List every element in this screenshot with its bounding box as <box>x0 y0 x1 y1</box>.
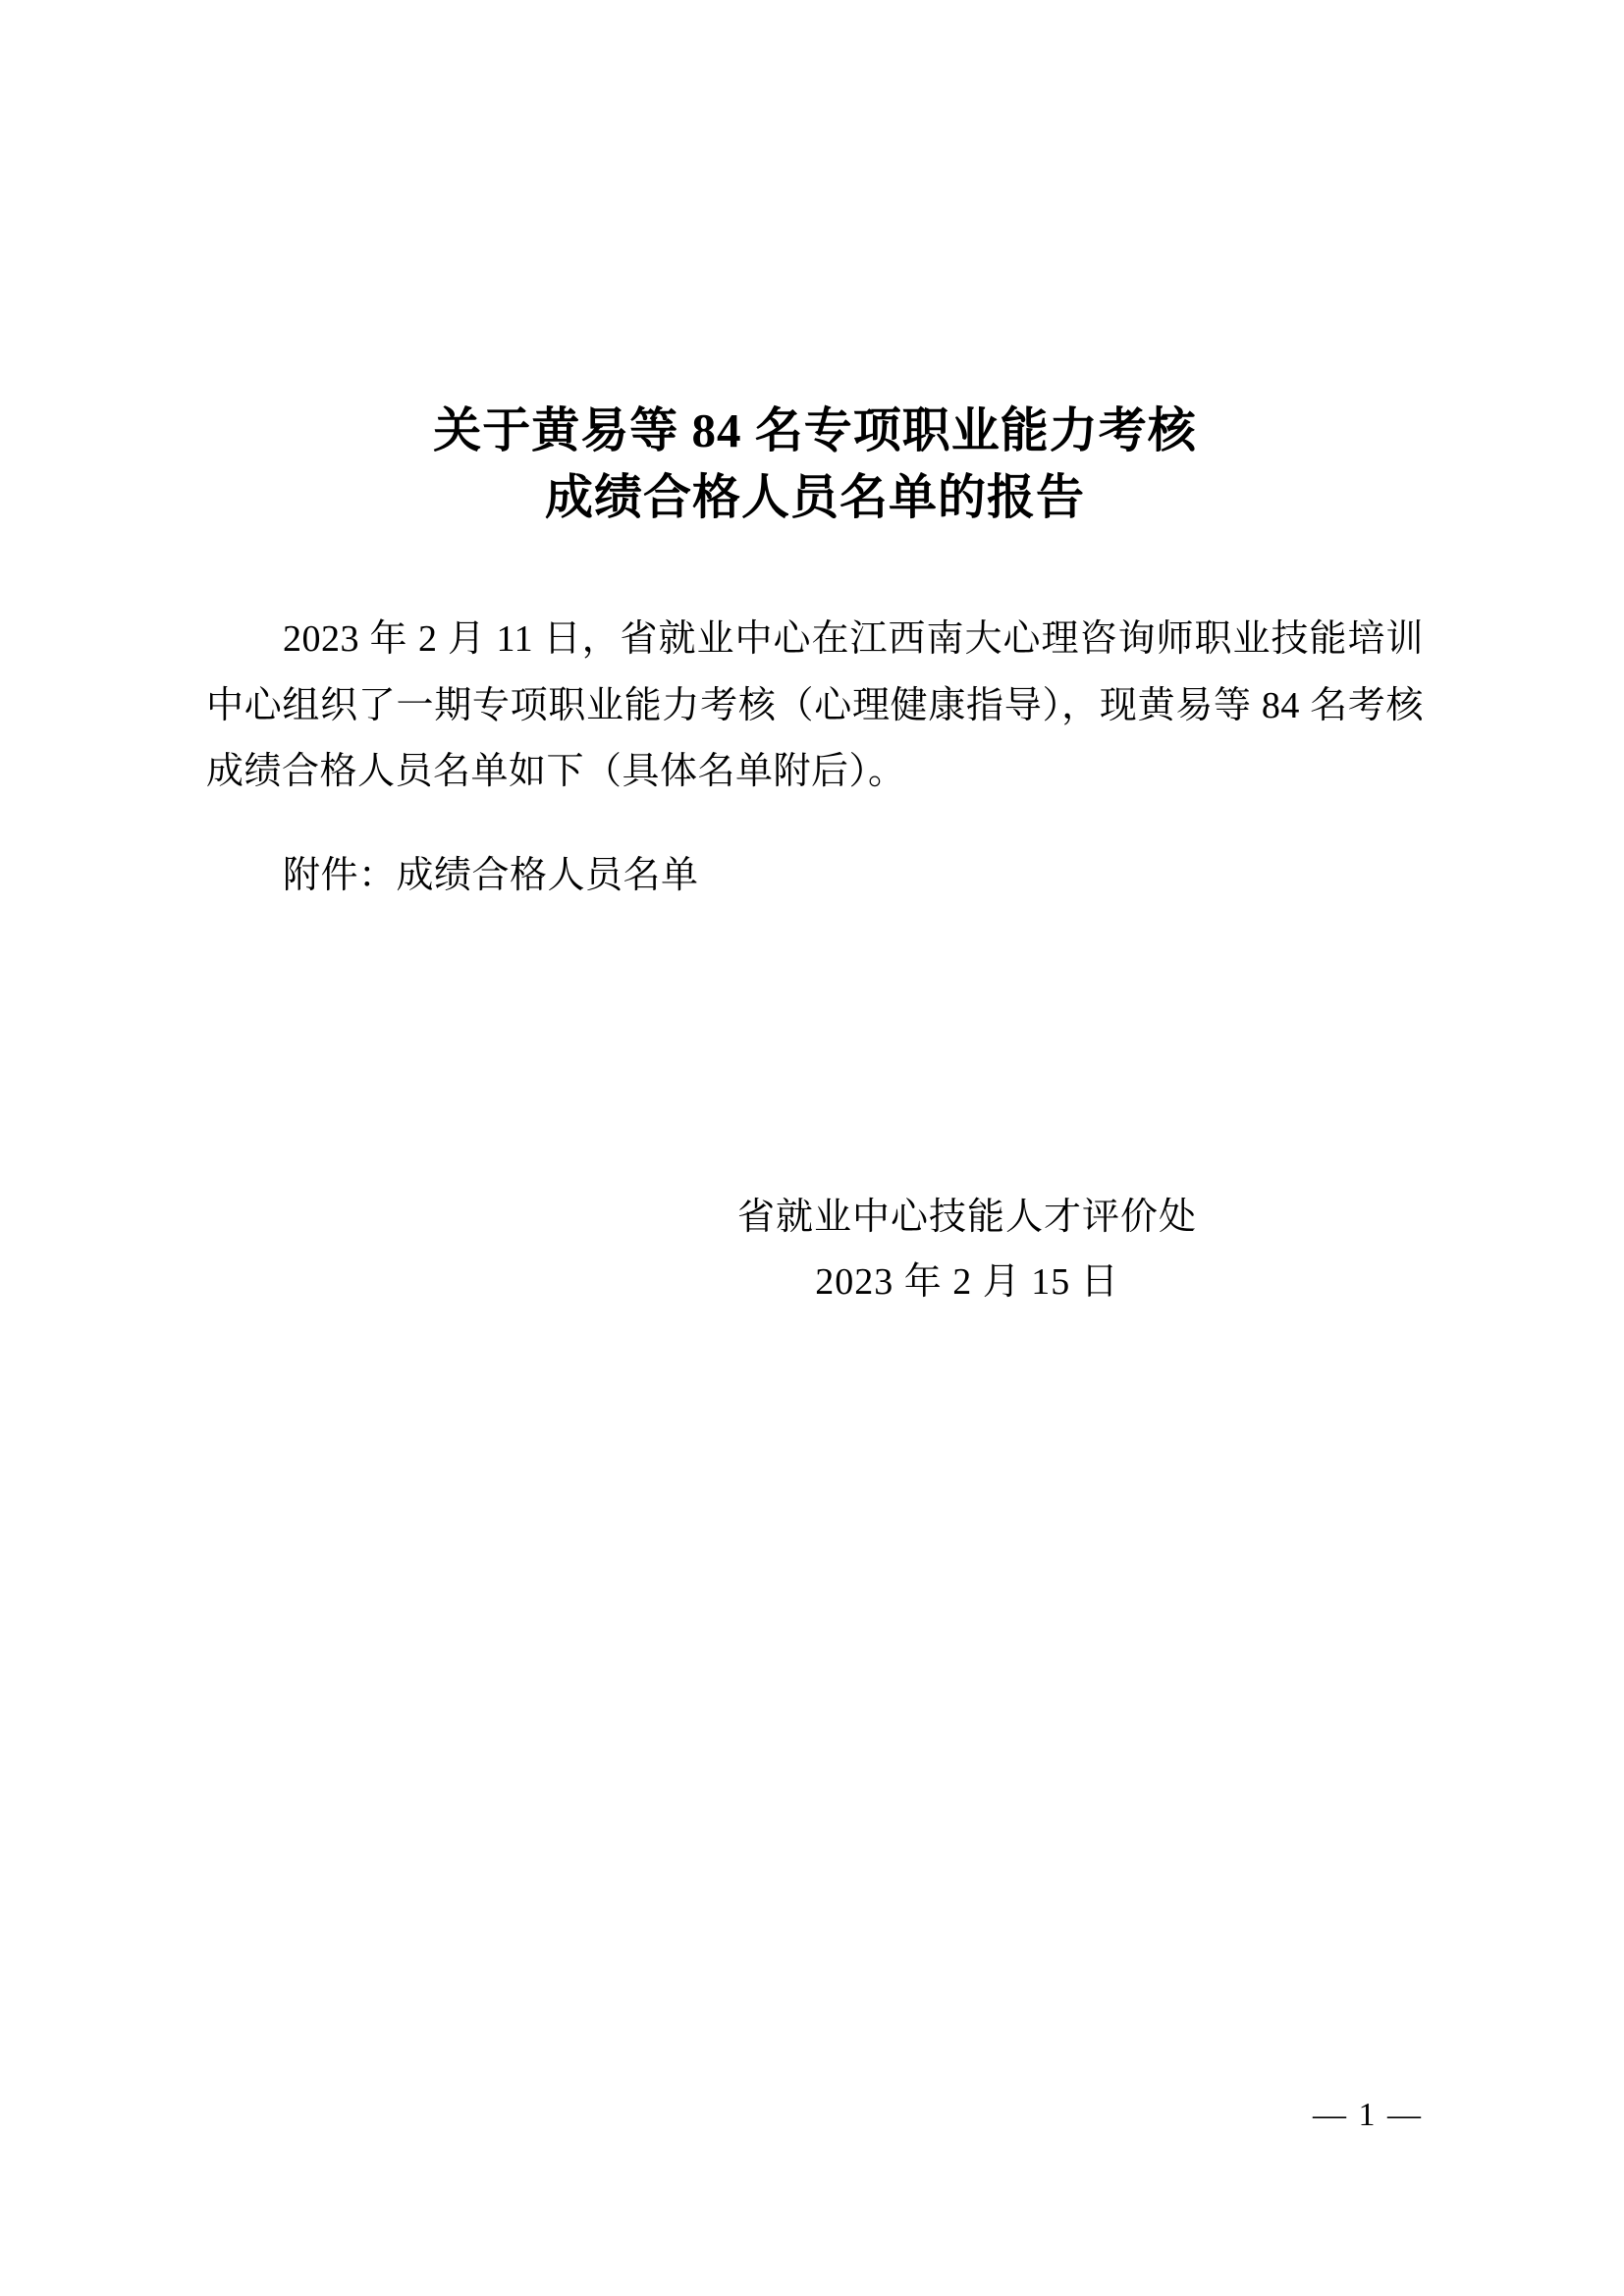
page-number: — 1 — <box>1313 2097 1423 2133</box>
signature-block <box>206 1185 1424 1315</box>
page-title-line-1: 关于黄易等 84 名专项职业能力考核 <box>433 403 1197 457</box>
page-title-line-2: 成绩合格人员名单的报告 <box>544 469 1085 524</box>
attachment-note: 附件：成绩合格人员名单 <box>283 855 699 897</box>
signature-date: 2023 年 2 月 15 日 <box>815 1261 1119 1304</box>
body-paragraph-1: 2023 年 2 月 11 日，省就业中心在江西南大心理咨询师职业技能培训中心组织了一期专项职业能力考核（心理健康指导），现黄易等 84 名考核成绩合格人员名单如下（具体名单附后）。 <box>206 618 1424 793</box>
document-body <box>206 0 1424 1315</box>
page-title <box>206 398 1424 530</box>
signature-organization: 省就业中心技能人才评价处 <box>736 1196 1197 1238</box>
